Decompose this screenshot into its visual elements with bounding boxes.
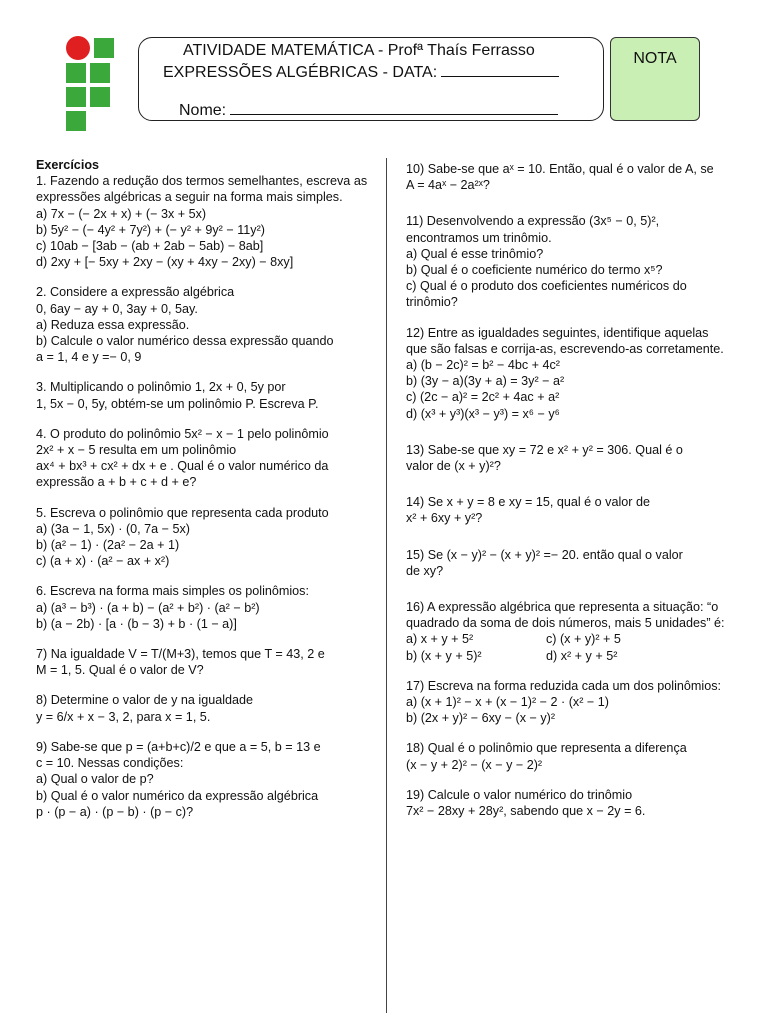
institution-logo	[66, 36, 128, 131]
exercise-19-expression: 7x² − 28xy + 28y², sabendo que x − 2y = 6.	[406, 804, 646, 819]
logo-square	[90, 87, 110, 107]
exercise-16-options-row1	[406, 631, 728, 647]
name-row	[179, 100, 558, 120]
exercise-12: 12) Entre as igualdades seguintes, identifique aquelas que são falsas e corrija-as, escrevendo-as corretamente.	[406, 325, 724, 356]
exercise-5b: b) (a² − 1) · (2a² − 2a + 1)	[36, 538, 180, 553]
exercise-1a: a) 7x − (− 2x + x) + (− 3x + 5x)	[36, 206, 207, 221]
exercise-2b: b) Calcule o valor numérico dessa expressão quando	[36, 334, 334, 349]
exercise-6b: b) (a − 2b) · [a · (b − 3) + b · (1 − a)]	[36, 616, 237, 631]
logo-square	[66, 87, 86, 107]
logo-square	[94, 38, 114, 58]
name-blank[interactable]	[230, 100, 558, 115]
exercise-8: 8) Determine o valor de y na igualdade	[36, 693, 254, 708]
exercise-11: 11) Desenvolvendo a expressão (3x⁵ − 0, 5)²,	[406, 214, 660, 229]
exercise-11c: c) Qual é o produto dos coeficientes numéricos do trinômio?	[406, 279, 691, 310]
name-label: Nome:	[179, 102, 227, 119]
exercise-6: 6. Escreva na forma mais simples os polinômios:	[36, 584, 309, 599]
exercise-10-expression: A = 4aˣ − 2a²ˣ?	[406, 178, 490, 193]
exercise-1b: b) 5y² − (− 4y² + 7y²) + (− y² + 9y² − 11y²)	[36, 222, 265, 237]
exercise-12b: b) (3y − a)(3y + a) = 3y² − a²	[406, 374, 565, 389]
exercise-14-expression: x² + 6xy + y²?	[406, 511, 483, 526]
exercise-13: 13) Sabe-se que xy = 72 e x² + y² = 306. Qual é o	[406, 442, 683, 457]
column-divider	[386, 158, 387, 1013]
exercise-12d: d) (x³ + y³)(x³ − y³) = x⁶ − y⁶	[406, 406, 560, 421]
exercise-3-cont: 1, 5x − 0, 5y, obtém-se um polinômio P. Escreva P.	[36, 396, 319, 411]
date-blank[interactable]	[441, 62, 559, 77]
exercise-5a: a) (3a − 1, 5x) · (0, 7a − 5x)	[36, 521, 190, 536]
exercise-17a: a) (x + 1)² − x + (x − 1)² − 2 · (x² − 1)	[406, 695, 609, 710]
exercise-9b: b) Qual é o valor numérico da expressão algébrica	[36, 788, 319, 803]
exercise-6a: a) (a³ − b³) · (a + b) − (a² + b²) · (a² − b²)	[36, 600, 260, 615]
exercise-14: 14) Se x + y = 8 e xy = 15, qual é o valor de	[406, 495, 650, 510]
exercise-17: 17) Escreva na forma reduzida cada um dos polinômios:	[406, 678, 722, 693]
exercise-11-cont: encontramos um trinômio.	[406, 230, 552, 245]
option-16b[interactable]: b) (x + y + 5)²	[406, 648, 482, 663]
exercise-9a: a) Qual o valor de p?	[36, 772, 154, 787]
option-16d[interactable]: d) x² + y + 5²	[546, 648, 618, 663]
left-column	[36, 157, 374, 820]
exercise-2: 2. Considere a expressão algébrica	[36, 285, 235, 300]
exercise-8-equation: y = 6/x + x − 3, 2, para x = 1, 5.	[36, 709, 211, 724]
exercise-18: 18) Qual é o polinômio que representa a diferença	[406, 741, 687, 756]
grade-box[interactable]	[610, 37, 700, 121]
logo-square	[66, 63, 86, 83]
exercise-9b-expression: p · (p − a) · (p − b) · (p − c)?	[36, 804, 194, 819]
exercise-15-question: de xy?	[406, 563, 444, 578]
page-title: ATIVIDADE MATEMÁTICA - Profª Thaís Ferrasso	[183, 42, 535, 59]
exercise-13-question: valor de (x + y)²?	[406, 459, 501, 474]
exercise-7-question: M = 1, 5. Qual é o valor de V?	[36, 663, 204, 678]
right-column	[406, 161, 728, 819]
exercise-12c: c) (2c − a)² = 2c² + 4ac + a²	[406, 390, 560, 405]
exercises-heading: Exercícios	[36, 158, 100, 172]
exercise-2b-values: a = 1, 4 e y =− 0, 9	[36, 350, 142, 365]
exercise-1d: d) 2xy + [− 5xy + 2xy − (xy + 4xy − 2xy) − 8xy]	[36, 255, 294, 270]
exercise-15: 15) Se (x − y)² − (x + y)² =− 20. então qual o valor	[406, 547, 683, 562]
exercise-3: 3. Multiplicando o polinômio 1, 2x + 0, 5y por	[36, 380, 286, 395]
exercise-1c: c) 10ab − [3ab − (ab + 2ab − 5ab) − 8ab]	[36, 239, 264, 254]
exercise-4-poly: ax⁴ + bx³ + cx² + dx + e . Qual é o valor numérico da	[36, 459, 329, 474]
exercise-9-conditions: c = 10. Nessas condições:	[36, 756, 184, 771]
exercise-11b: b) Qual é o coeficiente numérico do termo x⁵?	[406, 263, 663, 278]
exercise-9: 9) Sabe-se que p = (a+b+c)/2 e que a = 5, b = 13 e	[36, 739, 321, 754]
title-box	[138, 37, 604, 121]
subtitle-date	[163, 62, 559, 82]
exercise-7: 7) Na igualdade V = T/(M+3), temos que T = 43, 2 e	[36, 647, 325, 662]
exercise-16-options-row2	[406, 648, 728, 664]
grade-label: NOTA	[633, 50, 677, 67]
exercise-16: 16) A expressão algébrica que representa a situação: “o quadrado da soma de dois números, mais 5 unidades” é:	[406, 600, 725, 631]
exercise-17b: b) (2x + y)² − 6xy − (x − y)²	[406, 711, 556, 726]
exercise-11a: a) Qual é esse trinômio?	[406, 246, 544, 261]
exercise-4-question: expressão a + b + c + d + e?	[36, 475, 197, 490]
exercise-2-expression: 0, 6ay − ay + 0, 3ay + 0, 5ay.	[36, 301, 198, 316]
exercise-4-cont: 2x² + x − 5 resulta em um polinômio	[36, 443, 237, 458]
date-label: EXPRESSÕES ALGÉBRICAS - DATA:	[163, 64, 438, 81]
logo-red-circle	[66, 36, 90, 60]
exercise-19: 19) Calcule o valor numérico do trinômio	[406, 787, 633, 802]
exercise-2a: a) Reduza essa expressão.	[36, 317, 190, 332]
exercise-5c: c) (a + x) · (a² − ax + x²)	[36, 554, 170, 569]
option-16c[interactable]: c) (x + y)² + 5	[546, 632, 621, 647]
exercise-12a: a) (b − 2c)² = b² − 4bc + 4c²	[406, 358, 560, 373]
exercise-4: 4. O produto do polinômio 5x² − x − 1 pelo polinômio	[36, 426, 329, 441]
logo-square	[66, 111, 86, 131]
option-16a[interactable]: a) x + y + 5²	[406, 632, 474, 647]
logo-square	[90, 63, 110, 83]
exercise-10: 10) Sabe-se que aˣ = 10. Então, qual é o valor de A, se	[406, 162, 714, 176]
exercise-1: 1. Fazendo a redução dos termos semelhantes, escreva as expressões algébricas a seguir na forma mais simples.	[36, 174, 371, 205]
exercise-18-expression: (x − y + 2)² − (x − y − 2)²	[406, 757, 543, 772]
exercise-5: 5. Escreva o polinômio que representa cada produto	[36, 505, 329, 520]
